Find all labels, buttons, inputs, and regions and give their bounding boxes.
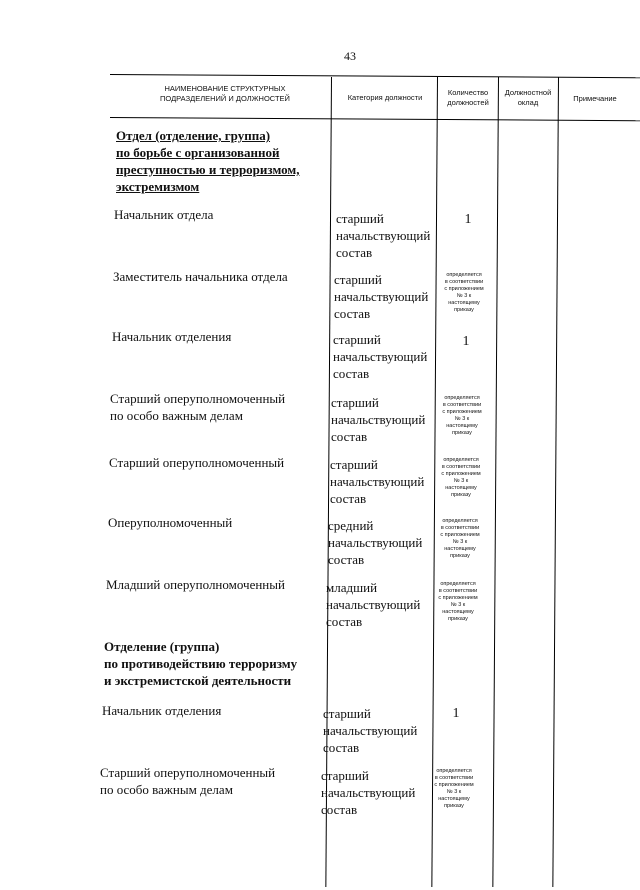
category: младший начальствующий состав: [326, 580, 421, 629]
position-name: Оперуполномоченный: [108, 515, 233, 530]
header-salary-line1: Должностной: [504, 88, 552, 97]
position-name: Заместитель начальника отдела: [113, 269, 288, 284]
count-note: определяется в соответствии с приложением № 3 к настоящему приказу: [444, 272, 484, 313]
count-note: определяется в соответствии с приложением № 3 к настоящему приказу: [441, 457, 481, 498]
category: старший начальствующий состав: [336, 211, 431, 260]
position-name: Старший оперуполномоченный по особо важным делам: [110, 391, 286, 423]
category: старший начальствующий состав: [331, 395, 426, 444]
count-note: определяется в соответствии с приложением № 3 к настоящему приказу: [438, 581, 478, 622]
header-count-line2: должностей: [447, 98, 489, 107]
column-divider: [492, 77, 499, 887]
position-name: Старший оперуполномоченный: [109, 455, 285, 470]
category: старший начальствующий состав: [334, 272, 429, 321]
count: 1: [464, 212, 472, 227]
column-divider: [552, 77, 559, 887]
header-bottom-rule: [110, 117, 640, 121]
position-name: Младший оперуполномоченный: [106, 577, 285, 592]
count-note: определяется в соответствии с приложением № 3 к настоящему приказу: [440, 518, 480, 559]
position-name: Начальник отделения: [112, 329, 232, 344]
header-category: Категория должности: [347, 93, 423, 102]
position-name: Старший оперуполномоченный по особо важным делам: [100, 765, 276, 797]
header-name: НАИМЕНОВАНИЕ СТРУКТУРНЫХ ПОДРАЗДЕЛЕНИЙ И ДОЛЖНОСТЕЙ: [160, 84, 290, 103]
category: старший начальствующий состав: [330, 457, 425, 506]
category: старший начальствующий состав: [321, 768, 416, 817]
category: старший начальствующий состав: [323, 706, 418, 755]
header-salary-line2: оклад: [517, 98, 539, 107]
position-name: Начальник отделения: [102, 703, 222, 718]
section-title: Отделение (группа) по противодействию терроризму и экстремистской деятельности: [104, 639, 298, 688]
header-count-line1: Количество: [447, 88, 489, 97]
category: старший начальствующий состав: [333, 332, 428, 381]
header-note: Примечание: [573, 94, 617, 103]
count: 1: [462, 334, 470, 349]
count: 1: [452, 706, 460, 721]
count-note: определяется в соответствии с приложением № 3 к настоящему приказу: [442, 395, 482, 436]
section-title: Отдел (отделение, группа) по борьбе с организованной преступностью и терроризмом, экстремизмом: [116, 128, 300, 194]
table-top-rule: [110, 74, 640, 78]
count-note: определяется в соответствии с приложением № 3 к настоящему приказу: [434, 768, 474, 809]
position-name: Начальник отдела: [114, 207, 214, 222]
page-number: 43: [344, 49, 356, 63]
category: средний начальствующий состав: [328, 518, 423, 567]
